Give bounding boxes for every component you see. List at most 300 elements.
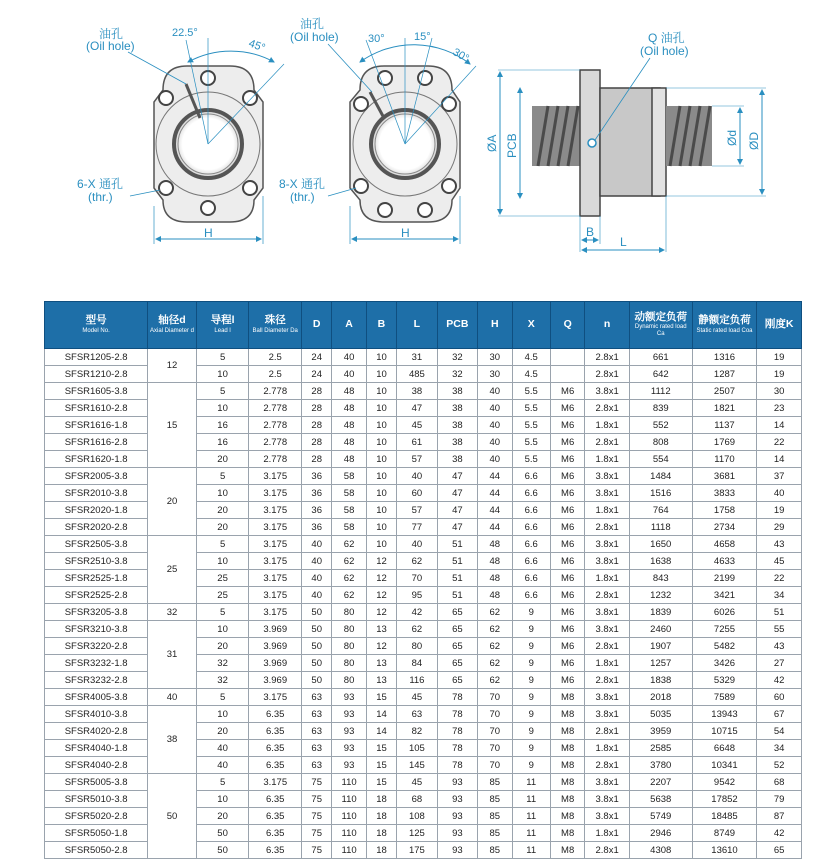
table-cell: 40	[302, 587, 332, 604]
table-cell: 145	[397, 757, 437, 774]
table-cell: M6	[550, 570, 584, 587]
table-cell: 1.8x1	[585, 655, 630, 672]
table-cell: 70	[478, 740, 512, 757]
table-cell: 40	[397, 468, 437, 485]
flange-drawing-6-hole	[128, 38, 284, 244]
table-cell: 10	[366, 502, 396, 519]
table-cell: 9542	[692, 774, 757, 791]
table-cell: 839	[629, 400, 692, 417]
table-cell: M8	[550, 774, 584, 791]
column-header	[397, 302, 437, 349]
table-cell: 554	[629, 451, 692, 468]
table-cell: 80	[397, 638, 437, 655]
table-cell: 2.8x1	[585, 672, 630, 689]
table-cell: 28	[302, 434, 332, 451]
table-cell: 62	[478, 621, 512, 638]
table-cell: 38	[437, 451, 477, 468]
column-header	[692, 302, 757, 349]
table-cell: 3.8x1	[585, 621, 630, 638]
table-cell: 12	[366, 570, 396, 587]
dimension-d-small: Ød	[725, 129, 739, 146]
table-cell: 5	[196, 604, 249, 621]
table-cell: 9	[512, 706, 550, 723]
table-cell: 3421	[692, 587, 757, 604]
table-cell: 2.8x1	[585, 842, 630, 859]
column-header-label: 动额定负荷	[634, 310, 687, 323]
table-cell: 67	[757, 706, 802, 723]
table-cell: M8	[550, 706, 584, 723]
table-cell: 3.8x1	[585, 536, 630, 553]
table-cell: M6	[550, 604, 584, 621]
table-cell: 45	[397, 417, 437, 434]
table-cell: 5.5	[512, 434, 550, 451]
table-cell: 10	[196, 553, 249, 570]
table-cell: 57	[397, 451, 437, 468]
through-hole-label-en: (thr.)	[290, 190, 315, 204]
table-cell: M6	[550, 400, 584, 417]
column-header-sublabel: Axial Diameter d	[149, 327, 194, 334]
table-cell: 50	[302, 638, 332, 655]
model-cell: SFSR1616-2.8	[45, 434, 148, 451]
model-cell: SFSR3205-3.8	[45, 604, 148, 621]
table-cell: 70	[478, 689, 512, 706]
table-cell: 110	[332, 808, 366, 825]
table-cell: 6.6	[512, 468, 550, 485]
table-cell: 42	[397, 604, 437, 621]
table-cell: 1316	[692, 349, 757, 366]
table-cell: 3.8x1	[585, 485, 630, 502]
table-cell: 6.35	[249, 740, 302, 757]
table-cell: 30	[478, 349, 512, 366]
table-cell: 14	[757, 417, 802, 434]
table-cell: 3.8x1	[585, 774, 630, 791]
oil-hole-label-en: (Oil hole)	[640, 44, 689, 58]
dimension-l: L	[620, 235, 627, 249]
table-cell: 40	[757, 485, 802, 502]
angle-label: 15°	[414, 31, 431, 43]
table-cell: 2.778	[249, 451, 302, 468]
table-cell: 10341	[692, 757, 757, 774]
table-cell: 1.8x1	[585, 502, 630, 519]
column-header-label: PCB	[446, 318, 469, 331]
table-cell: 6.35	[249, 842, 302, 859]
table-cell: 23	[757, 400, 802, 417]
table-cell: 9	[512, 638, 550, 655]
table-cell: 68	[757, 774, 802, 791]
table-cell: 9	[512, 672, 550, 689]
table-cell: 62	[478, 604, 512, 621]
table-cell: 2507	[692, 383, 757, 400]
model-cell: SFSR4020-2.8	[45, 723, 148, 740]
table-cell: 3.8x1	[585, 468, 630, 485]
table-cell: 10	[196, 366, 249, 383]
table-cell: 2.8x1	[585, 400, 630, 417]
table-cell: 3.175	[249, 604, 302, 621]
table-cell: 65	[757, 842, 802, 859]
table-cell: 38	[437, 383, 477, 400]
table-cell: 31	[397, 349, 437, 366]
angle-label: 22.5°	[172, 27, 198, 39]
through-hole-label-cn: 8-X 通孔	[279, 177, 326, 191]
table-cell: 2.778	[249, 383, 302, 400]
table-cell: 1769	[692, 434, 757, 451]
table-cell: 68	[397, 791, 437, 808]
table-cell: 14	[366, 706, 396, 723]
table-cell: 93	[437, 825, 477, 842]
table-cell: 65	[437, 604, 477, 621]
table-cell: 110	[332, 774, 366, 791]
table-cell: 50	[302, 621, 332, 638]
table-cell: 19	[757, 502, 802, 519]
table-cell: 25	[196, 570, 249, 587]
table-cell: 61	[397, 434, 437, 451]
table-cell: 2946	[629, 825, 692, 842]
table-cell: 54	[757, 723, 802, 740]
table-cell: 3959	[629, 723, 692, 740]
table-cell: 51	[437, 536, 477, 553]
spec-table	[44, 301, 802, 859]
column-header	[585, 302, 630, 349]
table-cell: 36	[302, 502, 332, 519]
table-cell: 10	[366, 349, 396, 366]
model-cell: SFSR2510-3.8	[45, 553, 148, 570]
table-cell: M6	[550, 655, 584, 672]
table-cell: 10	[366, 383, 396, 400]
table-cell: M6	[550, 638, 584, 655]
table-cell: 18	[366, 842, 396, 859]
table-cell: 65	[437, 655, 477, 672]
table-cell: M8	[550, 825, 584, 842]
dimension-d-large: ØD	[747, 132, 761, 150]
table-cell: 11	[512, 825, 550, 842]
table-cell: 20	[196, 808, 249, 825]
model-cell: SFSR1610-2.8	[45, 400, 148, 417]
table-cell: 6.6	[512, 553, 550, 570]
table-cell: 552	[629, 417, 692, 434]
table-cell: 10	[196, 791, 249, 808]
table-cell: 2.8x1	[585, 366, 630, 383]
axial-diameter-cell: 40	[148, 689, 197, 706]
table-cell: 2.5	[249, 349, 302, 366]
column-header-label: 刚度K	[764, 318, 794, 331]
table-cell: 63	[302, 689, 332, 706]
table-cell: 3.175	[249, 536, 302, 553]
table-cell: 2460	[629, 621, 692, 638]
column-header	[302, 302, 332, 349]
column-header-label: 导程l	[210, 314, 235, 327]
table-cell: 48	[332, 400, 366, 417]
table-cell: 808	[629, 434, 692, 451]
table-cell: 50	[196, 842, 249, 859]
table-cell: 63	[397, 706, 437, 723]
table-cell: 32	[196, 672, 249, 689]
table-cell: 6.35	[249, 825, 302, 842]
table-cell: 2.8x1	[585, 349, 630, 366]
column-header	[757, 302, 802, 349]
table-cell: 62	[397, 553, 437, 570]
table-cell: 18	[366, 791, 396, 808]
table-cell: 6.6	[512, 536, 550, 553]
table-cell: 48	[478, 587, 512, 604]
table-cell: 175	[397, 842, 437, 859]
table-cell: 40	[332, 349, 366, 366]
table-cell: 3.969	[249, 655, 302, 672]
table-cell: 38	[437, 434, 477, 451]
table-cell: 1170	[692, 451, 757, 468]
oil-hole-label-en: (Oil hole)	[86, 39, 135, 53]
table-cell: 4633	[692, 553, 757, 570]
table-cell: M6	[550, 621, 584, 638]
table-cell: 3.8x1	[585, 808, 630, 825]
table-cell: 11	[512, 774, 550, 791]
table-cell: 10	[196, 400, 249, 417]
table-cell: M6	[550, 434, 584, 451]
table-cell: 30	[478, 366, 512, 383]
table-cell: 44	[478, 502, 512, 519]
table-cell: 4658	[692, 536, 757, 553]
table-cell: 13	[366, 672, 396, 689]
table-cell: 36	[302, 519, 332, 536]
table-cell: 11	[512, 842, 550, 859]
table-cell: 5329	[692, 672, 757, 689]
table-cell: 40	[302, 570, 332, 587]
table-cell: 9	[512, 621, 550, 638]
table-cell: 10715	[692, 723, 757, 740]
table-cell: 6.6	[512, 485, 550, 502]
table-cell: 95	[397, 587, 437, 604]
column-header-label: n	[603, 318, 611, 331]
table-cell: 116	[397, 672, 437, 689]
table-cell: 18	[366, 808, 396, 825]
table-cell: 5.5	[512, 417, 550, 434]
table-cell: 2.8x1	[585, 723, 630, 740]
table-cell: 6.6	[512, 570, 550, 587]
model-cell: SFSR5005-3.8	[45, 774, 148, 791]
model-cell: SFSR2525-1.8	[45, 570, 148, 587]
table-cell: 40	[478, 434, 512, 451]
table-cell: 1821	[692, 400, 757, 417]
table-cell: 82	[397, 723, 437, 740]
table-cell: 2.8x1	[585, 638, 630, 655]
column-header-label: D	[312, 318, 321, 331]
table-cell: 45	[397, 689, 437, 706]
table-row	[45, 706, 802, 723]
table-cell: M8	[550, 757, 584, 774]
table-cell: 55	[757, 621, 802, 638]
table-cell: 105	[397, 740, 437, 757]
model-cell: SFSR1205-2.8	[45, 349, 148, 366]
axial-diameter-cell: 50	[148, 774, 197, 859]
table-cell: 38	[437, 417, 477, 434]
table-cell: 3.8x1	[585, 383, 630, 400]
table-cell: 14	[757, 451, 802, 468]
table-cell: 22	[757, 434, 802, 451]
table-cell: 80	[332, 655, 366, 672]
table-cell: M6	[550, 485, 584, 502]
table-cell: 1137	[692, 417, 757, 434]
table-cell: 11	[512, 808, 550, 825]
column-header	[332, 302, 366, 349]
oil-hole-label-cn: 油孔	[99, 27, 124, 41]
table-cell: 6.6	[512, 587, 550, 604]
table-cell: 1650	[629, 536, 692, 553]
flange-drawing-8-hole	[328, 38, 476, 244]
axial-diameter-cell: 25	[148, 536, 197, 604]
table-cell: M8	[550, 689, 584, 706]
column-header-sublabel: Ball Diameter Da	[252, 327, 298, 334]
table-cell: 1.8x1	[585, 417, 630, 434]
table-cell: 28	[302, 400, 332, 417]
table-cell: 10	[366, 485, 396, 502]
table-cell: 3.969	[249, 621, 302, 638]
table-cell: 85	[478, 808, 512, 825]
table-cell: 75	[302, 825, 332, 842]
table-cell: 85	[478, 825, 512, 842]
table-cell: M6	[550, 553, 584, 570]
table-cell: 48	[332, 383, 366, 400]
table-cell: 78	[437, 723, 477, 740]
table-cell: 6026	[692, 604, 757, 621]
table-cell: 51	[437, 570, 477, 587]
table-cell: 6.35	[249, 706, 302, 723]
table-cell: 10	[366, 434, 396, 451]
table-cell: 5749	[629, 808, 692, 825]
table-cell: 1638	[629, 553, 692, 570]
table-cell: 80	[332, 638, 366, 655]
table-cell: 9	[512, 740, 550, 757]
model-cell: SFSR2010-3.8	[45, 485, 148, 502]
table-cell: 1.8x1	[585, 825, 630, 842]
table-cell: 1907	[629, 638, 692, 655]
table-cell: 40	[478, 383, 512, 400]
table-cell: 15	[366, 689, 396, 706]
table-cell: 5482	[692, 638, 757, 655]
table-cell: 1257	[629, 655, 692, 672]
table-cell: 3.8x1	[585, 689, 630, 706]
table-row	[45, 604, 802, 621]
table-cell: 12	[366, 638, 396, 655]
table-cell: 5.5	[512, 383, 550, 400]
table-cell: M6	[550, 417, 584, 434]
table-cell: 32	[196, 655, 249, 672]
table-row	[45, 468, 802, 485]
table-cell: 2018	[629, 689, 692, 706]
table-cell: 5	[196, 383, 249, 400]
angle-label: 30°	[450, 46, 471, 65]
table-cell: 40	[196, 740, 249, 757]
angle-label: 30°	[368, 33, 385, 45]
table-cell: 10	[196, 621, 249, 638]
table-cell: 62	[397, 621, 437, 638]
table-cell: 40	[302, 553, 332, 570]
table-cell: 93	[437, 774, 477, 791]
nut-side-view-drawing	[498, 58, 766, 252]
table-cell: 47	[437, 485, 477, 502]
table-cell: 62	[478, 655, 512, 672]
table-cell: 80	[332, 672, 366, 689]
table-cell: M6	[550, 451, 584, 468]
table-row	[45, 774, 802, 791]
through-hole-label-cn: 6-X 通孔	[77, 177, 124, 191]
column-header-label: H	[491, 318, 499, 331]
table-cell: 16	[196, 417, 249, 434]
table-cell: 108	[397, 808, 437, 825]
column-header	[629, 302, 692, 349]
table-cell: 40	[397, 536, 437, 553]
model-cell: SFSR3220-2.8	[45, 638, 148, 655]
table-cell: 44	[478, 519, 512, 536]
table-cell: 28	[302, 417, 332, 434]
table-cell: 14	[366, 723, 396, 740]
table-cell: 1839	[629, 604, 692, 621]
table-cell: 13	[366, 655, 396, 672]
model-cell: SFSR4040-2.8	[45, 757, 148, 774]
table-cell: 20	[196, 451, 249, 468]
table-cell: 3.175	[249, 689, 302, 706]
table-cell: 85	[478, 842, 512, 859]
table-cell: 2.778	[249, 400, 302, 417]
table-cell: 63	[302, 723, 332, 740]
table-cell: 6.6	[512, 502, 550, 519]
table-cell: 1287	[692, 366, 757, 383]
table-header-row	[45, 302, 802, 349]
table-cell: 62	[478, 638, 512, 655]
table-cell: 1.8x1	[585, 451, 630, 468]
table-cell: 62	[332, 553, 366, 570]
table-cell: 5	[196, 468, 249, 485]
table-cell: 22	[757, 570, 802, 587]
axial-diameter-cell: 15	[148, 383, 197, 468]
table-cell: 10	[366, 451, 396, 468]
oil-hole-label-en: (Oil hole)	[290, 30, 339, 44]
table-cell: 70	[478, 723, 512, 740]
table-cell: 47	[437, 502, 477, 519]
column-header-label: 珠径	[264, 314, 286, 327]
table-cell: M6	[550, 519, 584, 536]
table-cell: 3780	[629, 757, 692, 774]
table-cell: 6648	[692, 740, 757, 757]
table-cell: 47	[437, 468, 477, 485]
table-cell: 43	[757, 638, 802, 655]
table-cell: M6	[550, 383, 584, 400]
table-cell: 38	[397, 383, 437, 400]
table-cell: 18485	[692, 808, 757, 825]
column-header-sublabel: Dynamic rated load Ca	[634, 324, 687, 338]
table-cell: 30	[757, 383, 802, 400]
table-cell: 63	[302, 757, 332, 774]
table-cell: 6.6	[512, 519, 550, 536]
table-cell: 34	[757, 587, 802, 604]
table-cell: 1232	[629, 587, 692, 604]
table-cell: 93	[332, 757, 366, 774]
column-header	[249, 302, 302, 349]
table-cell: 58	[332, 468, 366, 485]
model-cell: SFSR2505-3.8	[45, 536, 148, 553]
table-cell: 3.175	[249, 485, 302, 502]
table-cell: 70	[397, 570, 437, 587]
table-cell: 37	[757, 468, 802, 485]
table-cell: 9	[512, 723, 550, 740]
table-cell: 5.5	[512, 451, 550, 468]
table-cell: 65	[437, 672, 477, 689]
dimension-pcb: PCB	[505, 133, 519, 158]
model-cell: SFSR5050-2.8	[45, 842, 148, 859]
table-cell: 2.8x1	[585, 519, 630, 536]
table-cell: 48	[478, 536, 512, 553]
model-cell: SFSR1605-3.8	[45, 383, 148, 400]
table-cell: 10	[366, 366, 396, 383]
table-cell: 15	[366, 757, 396, 774]
